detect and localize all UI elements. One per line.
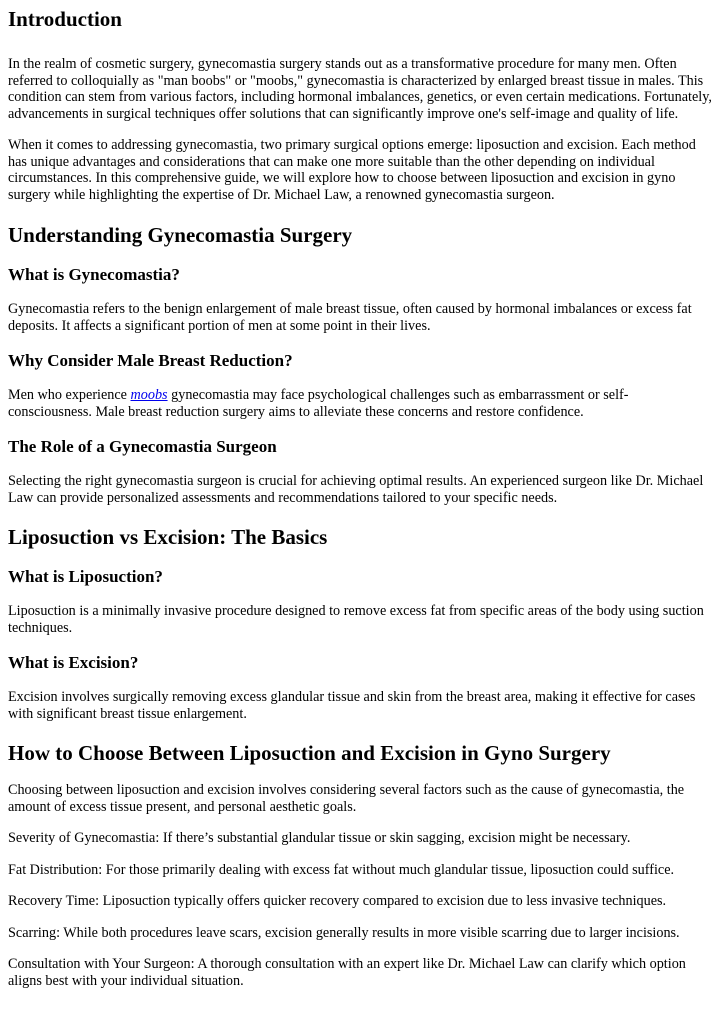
choose-consultation-paragraph: Consultation with Your Surgeon: A thorough consultation with an expert like Dr. Michael Law can clarify which option aligns best with your individual situation. xyxy=(8,956,686,989)
what-is-excision-paragraph: Excision involves surgically removing excess glandular tissue and skin from the breast area, making it effective for cases with significant breast tissue enlargement. xyxy=(8,689,696,722)
choose-paragraph-1: Choosing between liposuction and excision involves considering several factors such as the cause of gynecomastia, the amount of excess tissue present, and personal aesthetic goals. xyxy=(8,782,685,815)
moobs-link[interactable]: moobs xyxy=(130,387,168,403)
intro-paragraph-2: When it comes to addressing gynecomastia, two primary surgical options emerge: liposuction and excision. Each method has unique advantages and considerations that can make one more suitable than the other depending on individual circumstances. In this comprehensive guide, we will explore how to choose between liposuction and excision in gyno surgery while highlighting the expertise of Dr. Michael Law, a renowned gynecomastia surgeon. xyxy=(8,137,696,203)
understanding-heading: Understanding Gynecomastia Surgery xyxy=(8,223,353,247)
choose-scarring-paragraph: Scarring: While both procedures leave scars, excision generally results in more visible scarring due to larger incisions. xyxy=(8,924,680,941)
article xyxy=(0,7,712,989)
what-is-liposuction-heading: What is Liposuction? xyxy=(8,567,163,586)
what-is-gynecomastia-paragraph: Gynecomastia refers to the benign enlargement of male breast tissue, often caused by hormonal imbalances or excess fat deposits. It affects a significant portion of men at some point in their lives. xyxy=(8,301,692,334)
intro-heading: Introduction xyxy=(8,7,122,31)
why-consider-paragraph xyxy=(8,387,712,420)
what-is-gynecomastia-heading: What is Gynecomastia? xyxy=(8,265,180,284)
choose-severity-paragraph: Severity of Gynecomastia: If there’s substantial glandular tissue or skin sagging, excision might be necessary. xyxy=(8,830,631,846)
choose-heading: How to Choose Between Liposuction and Excision in Gyno Surgery xyxy=(8,741,611,765)
intro-paragraph-1: In the realm of cosmetic surgery, gynecomastia surgery stands out as a transformative procedure for many men. Often referred to colloquially as "man boobs" or "moobs," gynecomastia is characterized by enlarged breast tissue in males. This condition can stem from various factors, including hormonal imbalances, genetics, or even certain medications. Fortunately, advancements in surgical techniques offer solutions that can significantly improve one's self-image and quality of life. xyxy=(8,56,712,122)
why-consider-text-before: Men who experience xyxy=(8,387,131,403)
choose-recovery-paragraph: Recovery Time: Liposuction typically offers quicker recovery compared to excision due to less invasive techniques. xyxy=(8,893,667,909)
why-consider-heading: Why Consider Male Breast Reduction? xyxy=(8,351,293,370)
choose-fat-distribution-paragraph: Fat Distribution: For those primarily dealing with excess fat without much glandular tissue, liposuction could suffice. xyxy=(8,861,675,878)
surgeon-role-heading: The Role of a Gynecomastia Surgeon xyxy=(8,437,277,456)
what-is-liposuction-paragraph: Liposuction is a minimally invasive procedure designed to remove excess fat from specific areas of the body using suction techniques. xyxy=(8,603,704,636)
basics-heading: Liposuction vs Excision: The Basics xyxy=(8,525,328,549)
surgeon-role-paragraph: Selecting the right gynecomastia surgeon is crucial for achieving optimal results. An experienced surgeon like Dr. Michael Law can provide personalized assessments and recommendations tailored to your specific needs. xyxy=(8,473,704,506)
why-consider-text-after: gynecomastia may face psychological challenges such as embarrassment or self-consciousness. Male breast reduction surgery aims to alleviate these concerns and restore confidence. xyxy=(8,387,629,420)
what-is-excision-heading: What is Excision? xyxy=(8,653,139,672)
